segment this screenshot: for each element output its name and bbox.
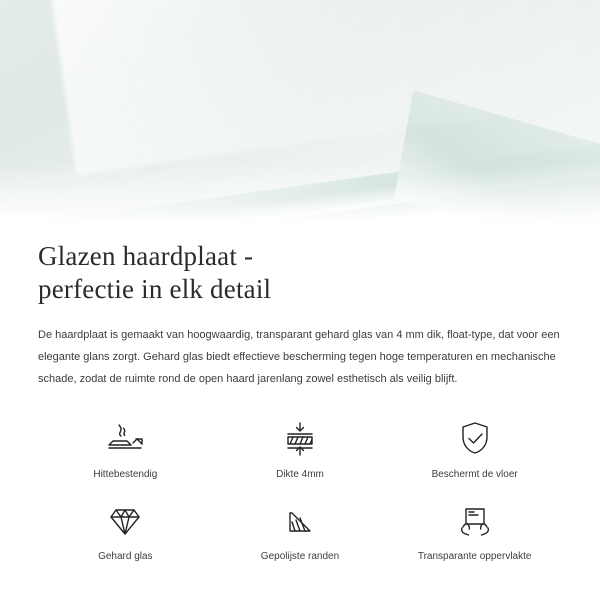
polished-edges-icon xyxy=(277,498,323,544)
description-paragraph: De haardplaat is gemaakt van hoogwaardig, transparant gehard glas van 4 mm dik, float-type, dat voor een elegante glans zorgt. Gehard glas biedt effectieve bescherming tegen hoge temperaturen en mechanische schade, zodat de ruimte rond de open haard jarenlang zowel esthetisch als veilig blijft. xyxy=(38,329,560,385)
feature-label: Transparante oppervlakte xyxy=(417,551,532,562)
heat-resistant-icon xyxy=(102,416,148,462)
page-title-line-1: Glazen haardplaat - xyxy=(38,241,254,271)
hero-bottom-fade xyxy=(0,162,600,232)
feature-label: Dikte 4mm xyxy=(276,469,324,480)
feature-item-tempered-glass xyxy=(38,498,213,564)
shield-icon xyxy=(452,416,498,462)
diamond-icon xyxy=(102,498,148,544)
transparent-surface-icon xyxy=(452,498,498,544)
page-title-line-2: perfectie in elk detail xyxy=(38,274,272,304)
feature-label: Gehard glas xyxy=(98,551,153,562)
page-title xyxy=(38,240,562,306)
feature-grid xyxy=(38,416,562,564)
hero-image xyxy=(0,0,600,232)
feature-item-heat-resistant xyxy=(38,416,213,482)
feature-label: Beschermt de vloer xyxy=(431,469,518,480)
thickness-icon xyxy=(277,416,323,462)
feature-item-transparent-surface xyxy=(387,498,562,564)
content-section xyxy=(0,240,600,564)
feature-item-floor-protection xyxy=(387,416,562,482)
feature-label: Hittebestendig xyxy=(93,469,158,480)
feature-label: Gepolijste randen xyxy=(260,551,340,562)
feature-item-thickness xyxy=(213,416,388,482)
feature-item-polished-edges xyxy=(213,498,388,564)
